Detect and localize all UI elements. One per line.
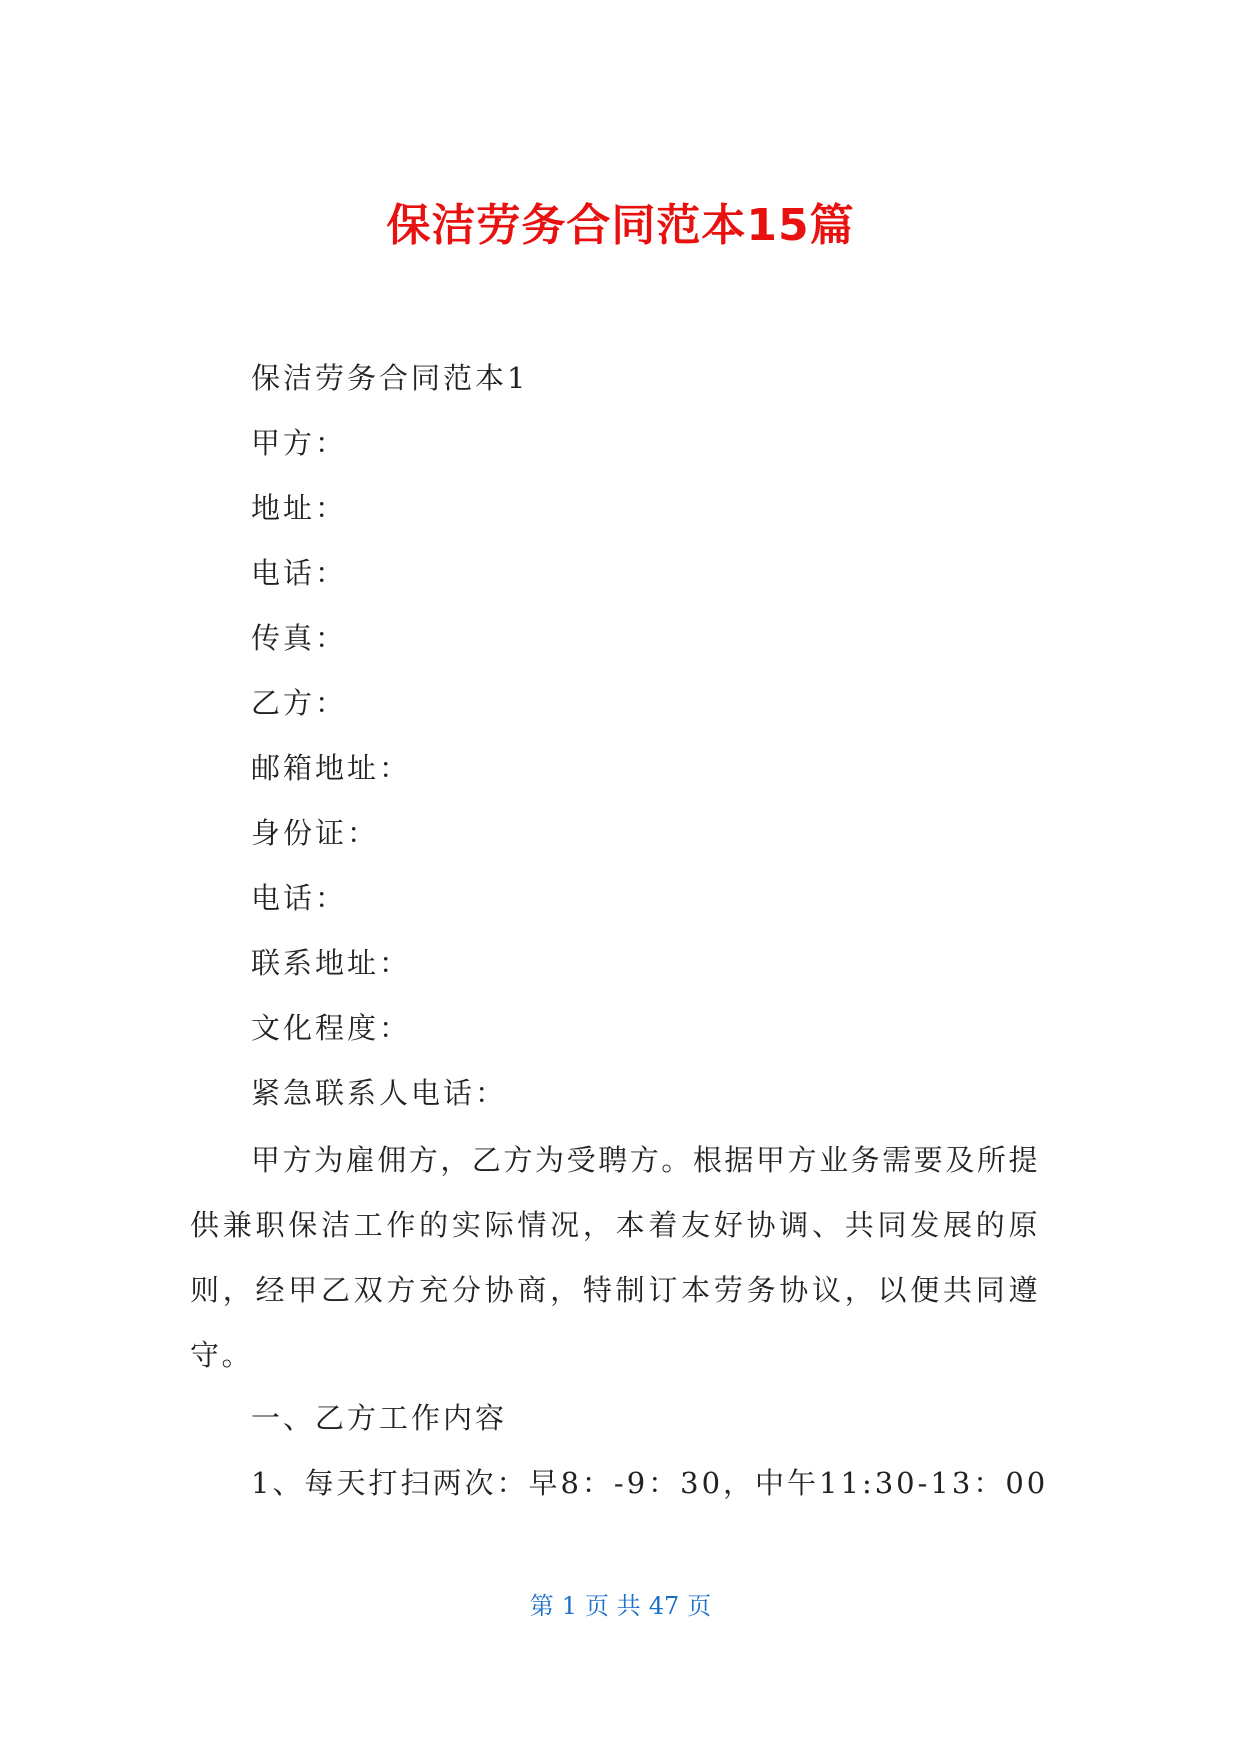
footer-total-pages: 47 [648, 1592, 680, 1620]
field-party-b: 乙方： [251, 686, 348, 720]
field-id-card: 身份证： [251, 816, 380, 850]
contract-subtitle: 保洁劳务合同范本1 [251, 361, 529, 395]
work-schedule-item: 1、每天打扫两次：早8：-9：30，中午11:30-13：00 [251, 1466, 1049, 1500]
field-party-a: 甲方： [251, 426, 348, 460]
section-heading: 一、乙方工作内容 [251, 1401, 508, 1435]
field-email-address: 邮箱地址： [251, 751, 412, 785]
field-education: 文化程度： [251, 1011, 412, 1045]
field-address: 地址： [251, 491, 348, 525]
field-contact-address: 联系地址： [251, 946, 412, 980]
footer-middle: 页 共 [585, 1592, 641, 1620]
footer-suffix: 页 [687, 1592, 712, 1620]
page-footer [0, 1591, 1241, 1621]
field-phone: 电话： [251, 556, 348, 590]
footer-prefix: 第 [529, 1592, 554, 1620]
field-phone-b: 电话： [251, 881, 348, 915]
intro-paragraph: 甲方为雇佣方，乙方为受聘方。根据甲方业务需要及所提供兼职保洁工作的实际情况，本着友好协调、共同发展的原则，经甲乙双方充分协商，特制订本劳务协议，以便共同遵守。 [190, 1143, 1040, 1372]
page-title: 保洁劳务合同范本15篇 [386, 200, 855, 251]
field-fax: 传真： [251, 621, 348, 655]
footer-current-page: 1 [561, 1592, 578, 1620]
field-emergency-contact: 紧急联系人电话： [251, 1076, 508, 1110]
